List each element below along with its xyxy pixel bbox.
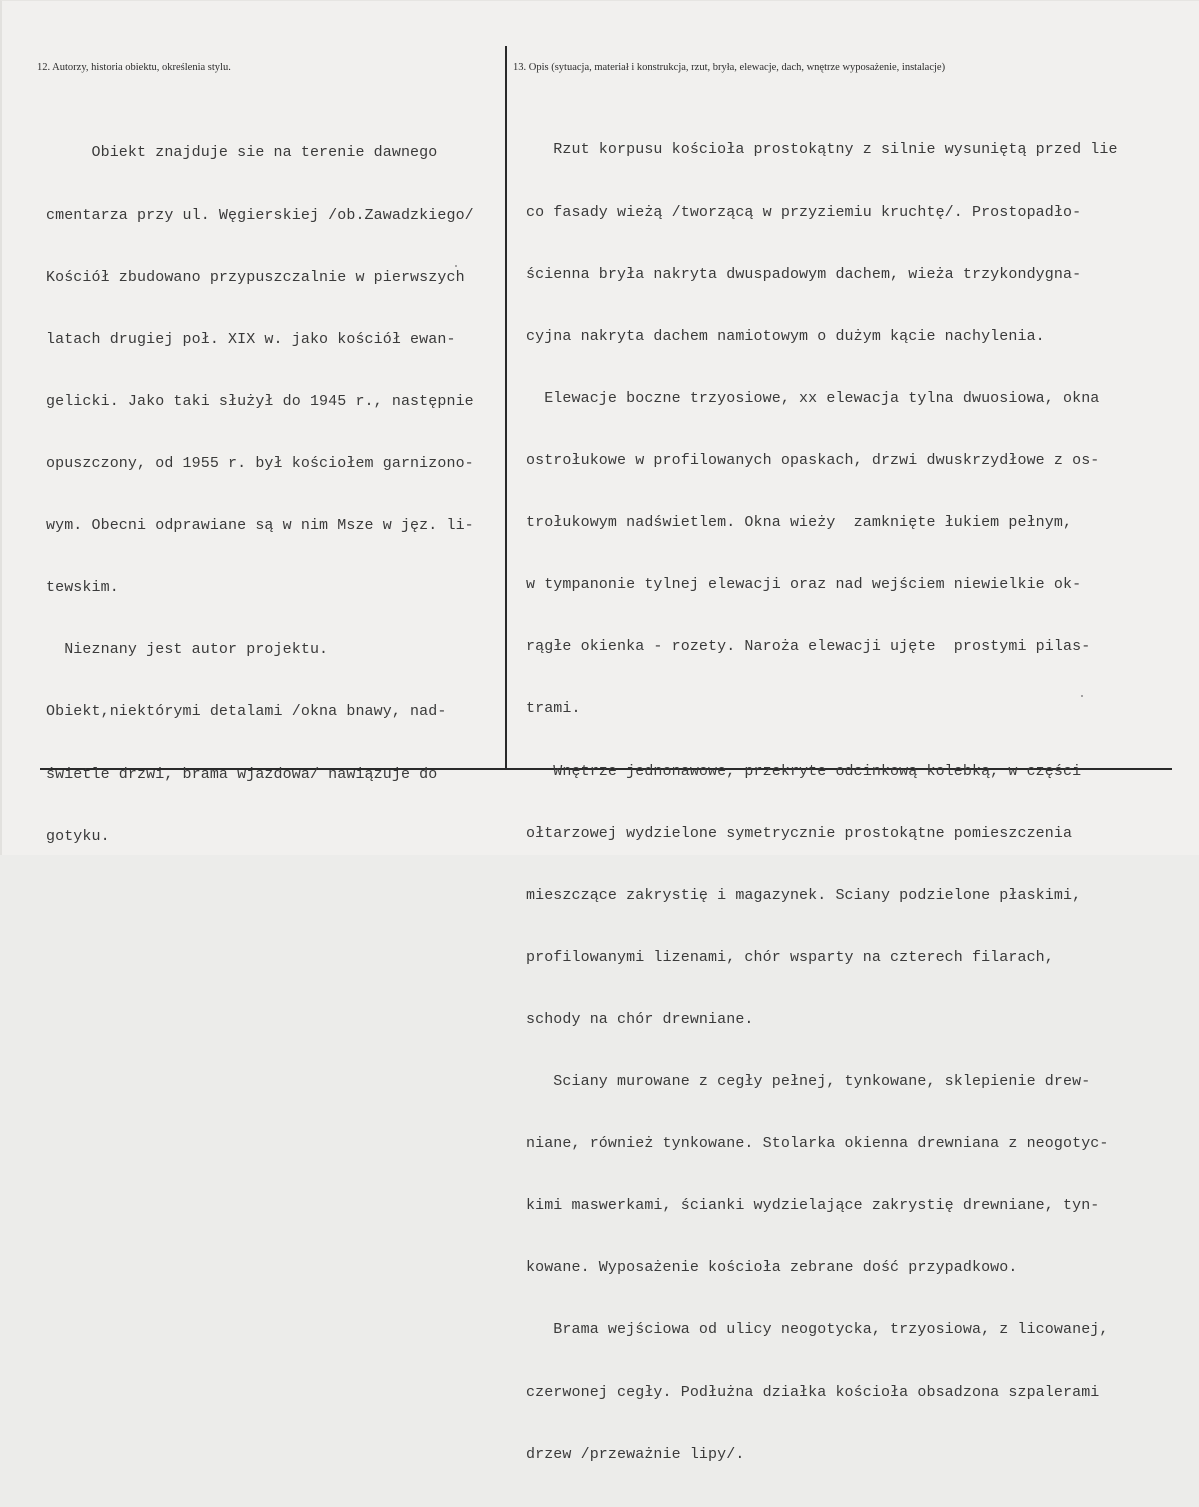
description-text-line: profilowanymi lizenami, chór wsparty na czterech filarach, bbox=[526, 948, 1054, 966]
description-text-line: niane, również tynkowane. Stolarka okienna drewniana z neogotyc- bbox=[526, 1135, 1109, 1153]
history-text-line: Obiekt,niektórymi detalami /okna bnawy, nad- bbox=[46, 703, 447, 721]
column-divider bbox=[505, 46, 507, 768]
description-text-line: Rzut korpusu kościoła prostokątny z silnie wysuniętą przed lie bbox=[526, 141, 1118, 159]
description-text-line: Elewacje boczne trzyosiowe, xx elewacja tylna dwuosiowa, okna bbox=[526, 389, 1100, 407]
history-text-block bbox=[46, 102, 474, 889]
description-text-line: cyjna nakryta dachem namiotowym o dużym kącie nachylenia. bbox=[526, 327, 1045, 345]
history-text-line: świetle drzwi, brama wjazdowa/ nawiązuje do bbox=[46, 765, 438, 783]
description-text-line: kimi maswerkami, ścianki wydzielające zakrystię drewniane, tyn- bbox=[526, 1197, 1100, 1215]
history-text-line: opuszczony, od 1955 r. był kościołem garnizono- bbox=[46, 454, 474, 472]
description-text-line: Wnętrze jednonawowe, przekryte odcinkową kolebką, w części bbox=[526, 762, 1082, 780]
paper-speck bbox=[1081, 695, 1083, 697]
history-text-line: cmentarza przy ul. Węgierskiej /ob.Zawadzkiego/ bbox=[46, 206, 474, 224]
history-text-line: latach drugiej poł. XIX w. jako kościół ewan- bbox=[46, 330, 456, 348]
description-text-line: ołtarzowej wydzielone symetrycznie prostokątne pomieszczenia bbox=[526, 824, 1073, 842]
history-text-line: tewskim. bbox=[46, 579, 119, 597]
description-text-line: drzew /przeważnie lipy/. bbox=[526, 1445, 745, 1463]
history-text-line: Kościół zbudowano przypuszczalnie w pierwszych bbox=[46, 268, 465, 286]
history-text-line: gotyku. bbox=[46, 827, 110, 845]
history-text-line: gelicki. Jako taki służył do 1945 r., następnie bbox=[46, 392, 474, 410]
description-text-line: ostrołukowe w profilowanych opaskach, drzwi dwuskrzydłowe z os- bbox=[526, 451, 1100, 469]
history-text-line: Nieznany jest autor projektu. bbox=[46, 641, 329, 659]
history-text-line: wym. Obecni odprawiane są w nim Msze w jęz. li- bbox=[46, 517, 474, 535]
description-text-line: czerwonej cegły. Podłużna działka kościoła obsadzona szpalerami bbox=[526, 1383, 1100, 1401]
section-13-heading: 13. Opis (sytuacja, materiał i konstrukcja, rzut, bryła, elewacje, dach, wnętrze wyposażenie, instalacje) bbox=[513, 62, 946, 73]
description-text-line: schody na chór drewniane. bbox=[526, 1010, 754, 1028]
history-text-line: Obiekt znajduje sie na terenie dawnego bbox=[46, 144, 438, 162]
description-text-line: kowane. Wyposażenie kościoła zebrane dość przypadkowo. bbox=[526, 1259, 1018, 1277]
description-text-block bbox=[526, 99, 1118, 1507]
description-text-line: ścienna bryła nakryta dwuspadowym dachem, wieża trzykondygna- bbox=[526, 265, 1082, 283]
description-text-line: trami. bbox=[526, 700, 581, 718]
description-text-line: co fasady wieżą /tworzącą w przyziemiu kruchtę/. Prostopadło- bbox=[526, 203, 1082, 221]
description-text-line: mieszczące zakrystię i magazynek. Sciany podzielone płaskimi, bbox=[526, 886, 1082, 904]
description-text-line: Brama wejściowa od ulicy neogotycka, trzyosiowa, z licowanej, bbox=[526, 1321, 1109, 1339]
description-text-line: trołukowym nadświetlem. Okna wieży zamknięte łukiem pełnym, bbox=[526, 514, 1073, 532]
description-text-line: w tympanonie tylnej elewacji oraz nad wejściem niewielkie ok- bbox=[526, 576, 1082, 594]
description-text-line: rągłe okienka - rozety. Naroża elewacji ujęte prostymi pilas- bbox=[526, 638, 1091, 656]
paper-speck bbox=[455, 265, 457, 267]
description-text-line: Sciany murowane z cegły pełnej, tynkowane, sklepienie drew- bbox=[526, 1073, 1091, 1091]
section-12-heading: 12. Autorzy, historia obiektu, określenia stylu. bbox=[37, 62, 231, 73]
